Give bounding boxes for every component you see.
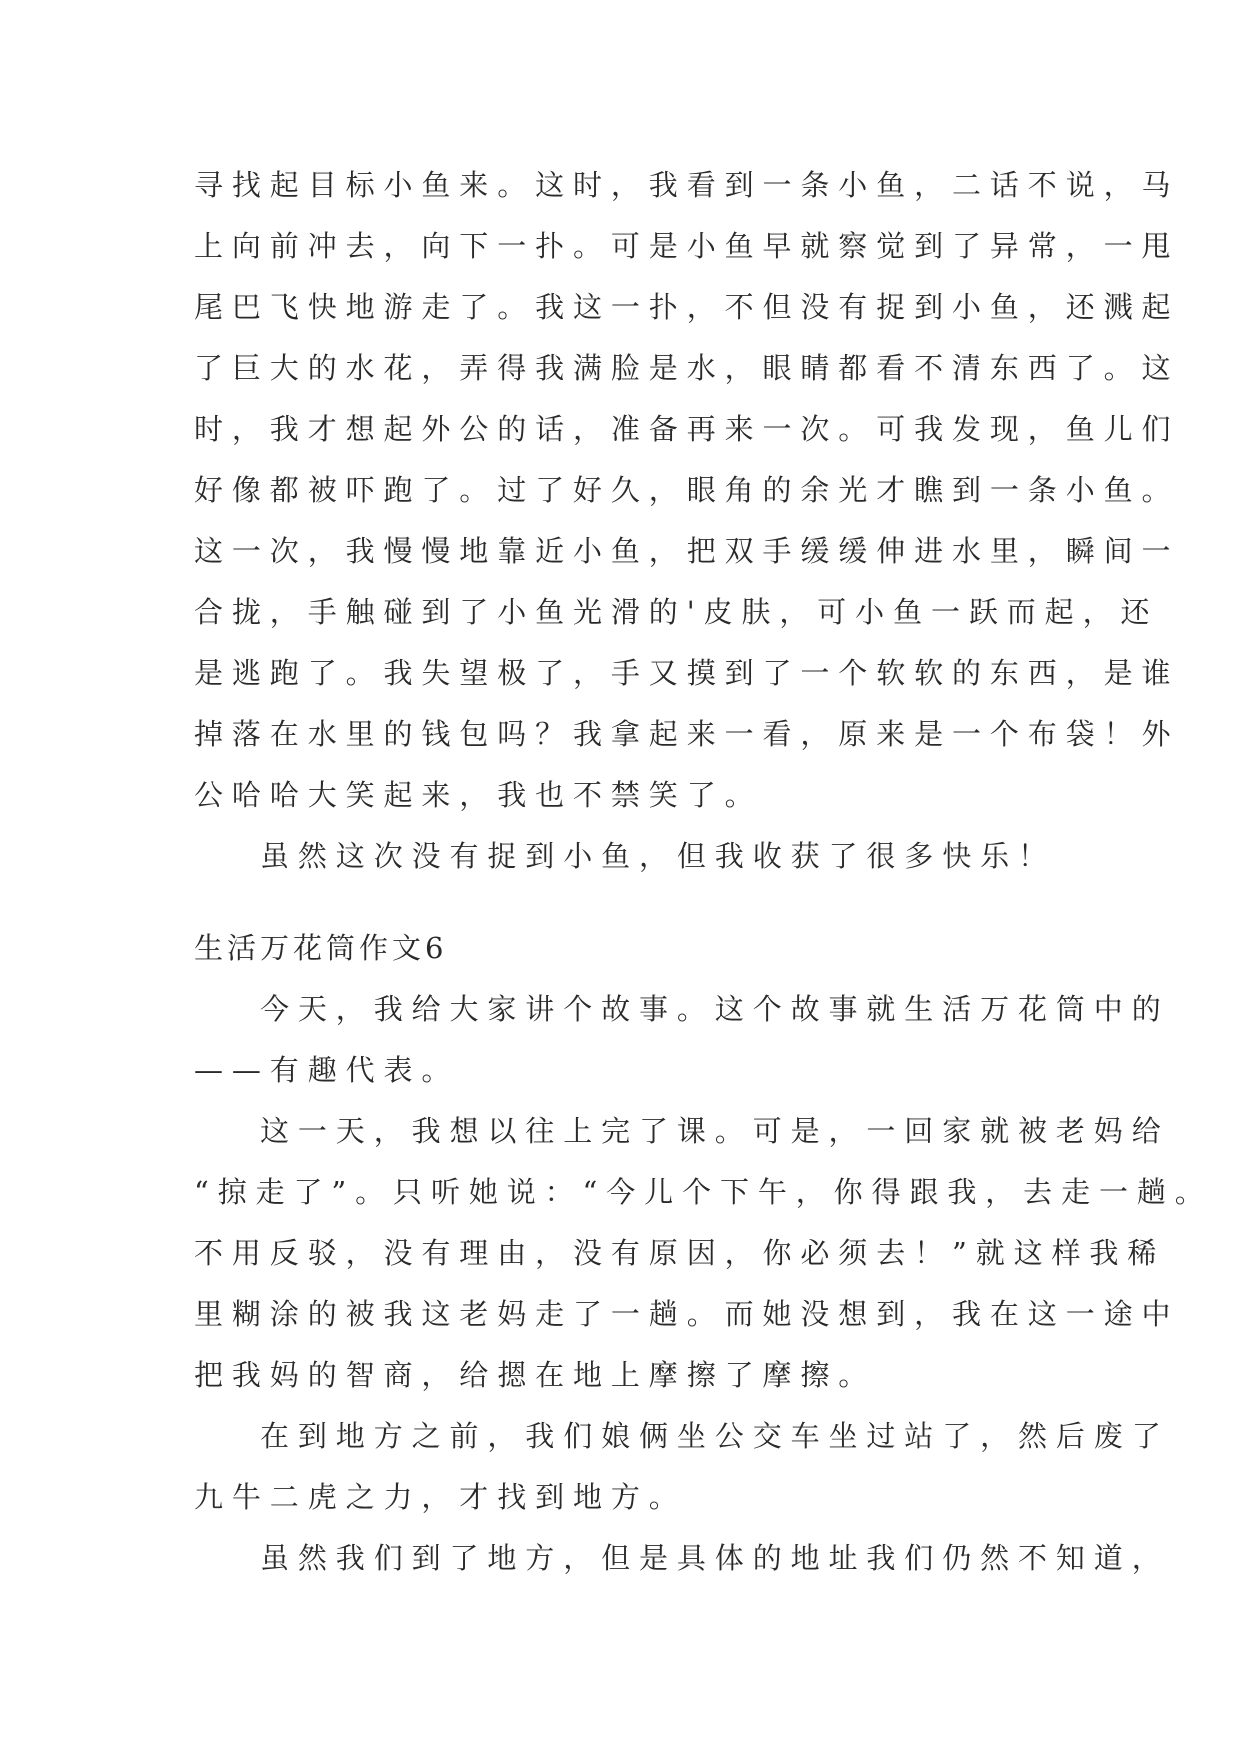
text-line: 时，我才想起外公的话，准备再来一次。可我发现，鱼儿们 xyxy=(194,412,1180,446)
text-line: “掠走了”。只听她说：“今儿个下午，你得跟我，去走一趟。 xyxy=(194,1175,1213,1209)
essay-section xyxy=(194,918,1213,1589)
paragraph-line: 今天，我给大家讲个故事。这个故事就生活万花筒中的 xyxy=(260,992,1170,1026)
text-line: 公哈哈大笑起来，我也不禁笑了。 xyxy=(194,778,763,812)
text-line: 不用反驳，没有理由，没有原因，你必须去！”就这样我稀 xyxy=(194,1236,1166,1270)
text-line: 这一次，我慢慢地靠近小鱼，把双手缓缓伸进水里，瞬间一 xyxy=(194,534,1180,568)
text-line: 尾巴飞快地游走了。我这一扑，不但没有捉到小鱼，还溅起 xyxy=(194,290,1180,324)
text-line: 寻找起目标小鱼来。这时，我看到一条小鱼，二话不说，马 xyxy=(194,168,1180,202)
section-heading: 生活万花筒作文6 xyxy=(194,931,448,965)
text-line: 是逃跑了。我失望极了，手又摸到了一个软软的东西，是谁 xyxy=(194,656,1180,690)
text-line: 里糊涂的被我这老妈走了一趟。而她没想到，我在这一途中 xyxy=(194,1297,1180,1331)
text-line: 了巨大的水花，弄得我满脸是水，眼睛都看不清东西了。这 xyxy=(194,351,1180,385)
text-line: 九牛二虎之力，才找到地方。 xyxy=(194,1480,687,1514)
text-line: 掉落在水里的钱包吗？我拿起来一看，原来是一个布袋！外 xyxy=(194,717,1180,751)
paragraph-line: 虽然我们到了地方，但是具体的地址我们仍然不知道， xyxy=(260,1541,1170,1575)
text-line: ——有趣代表。 xyxy=(194,1053,460,1087)
paragraph-line: 在到地方之前，我们娘俩坐公交车坐过站了，然后废了 xyxy=(260,1419,1170,1453)
text-line: 好像都被吓跑了。过了好久，眼角的余光才瞧到一条小鱼。 xyxy=(194,473,1180,507)
paragraph-line: 这一天，我想以往上完了课。可是，一回家就被老妈给 xyxy=(260,1114,1170,1148)
text-line: 把我妈的智商，给摁在地上摩擦了摩擦。 xyxy=(194,1358,877,1392)
paragraph-line: 虽然这次没有捉到小鱼，但我收获了很多快乐！ xyxy=(260,839,1056,873)
text-line: 上向前冲去，向下一扑。可是小鱼早就察觉到了异常，一甩 xyxy=(194,229,1180,263)
essay-continuation xyxy=(194,155,1180,887)
text-line: 合拢，手触碰到了小鱼光滑的'皮肤，可小鱼一跃而起，还 xyxy=(194,595,1159,629)
